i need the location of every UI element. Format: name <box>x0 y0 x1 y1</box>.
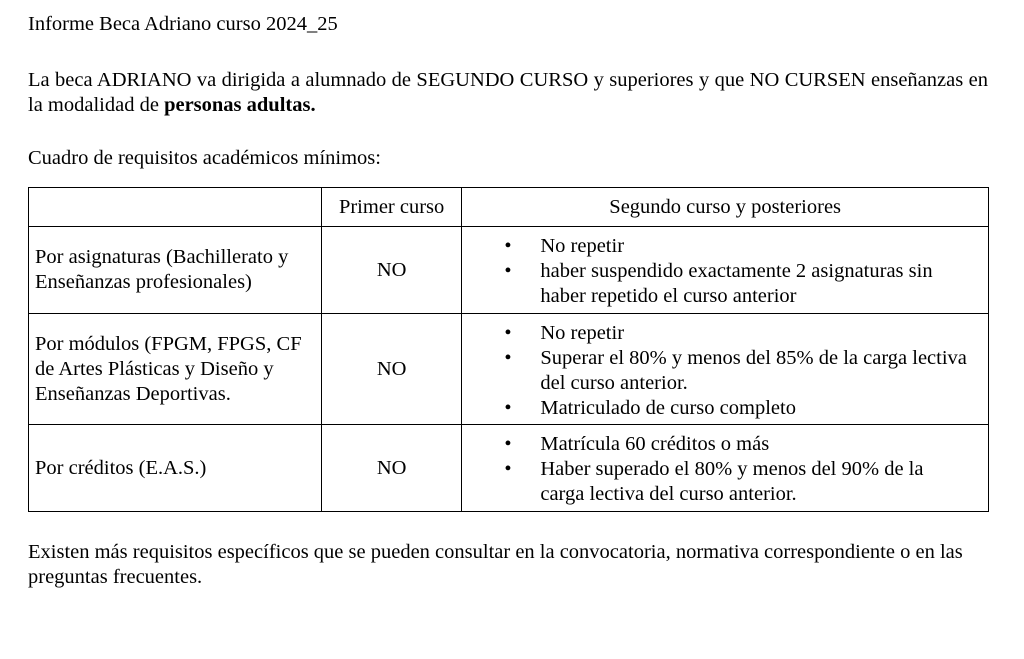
bullet-icon: • <box>504 260 512 282</box>
segundo-curso-requirements <box>462 425 989 512</box>
table-row <box>29 314 989 425</box>
list-item <box>462 346 968 396</box>
list-item <box>462 321 968 346</box>
segundo-curso-requirements <box>462 227 989 314</box>
requirement-list <box>462 315 988 424</box>
list-item <box>462 259 968 309</box>
bullet-icon: • <box>504 346 512 369</box>
bullet-icon: • <box>504 321 512 344</box>
primer-curso-value: NO <box>321 425 461 512</box>
table-row <box>29 227 989 314</box>
primer-curso-value: NO <box>321 314 461 425</box>
intro-bold-text: personas adultas. <box>164 94 316 116</box>
header-segundo-curso: Segundo curso y posteriores <box>462 188 989 227</box>
primer-curso-value: NO <box>321 227 461 314</box>
bullet-icon: • <box>504 433 512 455</box>
bullet-icon: • <box>504 396 512 419</box>
requirement-text: haber suspendido exactamente 2 asignaturas sin haber repetido el curso anterior <box>540 260 933 307</box>
header-primer-curso: Primer curso <box>321 188 461 227</box>
requirement-list <box>462 426 988 510</box>
requirement-list <box>462 228 988 312</box>
document-title: Informe Beca Adriano curso 2024_25 <box>28 13 338 35</box>
requirement-text: Haber superado el 80% y menos del 90% de la carga lectiva del curso anterior. <box>540 458 924 505</box>
list-item <box>462 234 968 259</box>
requirement-text: Matrícula 60 créditos o más <box>540 433 770 455</box>
requirement-text: Superar el 80% y menos del 85% de la carga lectiva del curso anterior. <box>540 346 967 394</box>
list-item <box>462 396 968 421</box>
requirement-text: No repetir <box>540 321 625 344</box>
segundo-curso-requirements <box>462 314 989 425</box>
closing-paragraph: Existen más requisitos específicos que se pueden consultar en la convocatoria, normativa correspondiente o en las preguntas frecuentes. <box>28 541 963 588</box>
table-header-row <box>29 188 989 227</box>
bullet-icon: • <box>504 235 512 257</box>
table-row <box>29 425 989 512</box>
intro-paragraph <box>28 68 988 118</box>
list-item <box>462 457 968 507</box>
bullet-icon: • <box>504 458 512 480</box>
list-item <box>462 432 968 457</box>
requirements-table <box>28 187 989 512</box>
requirement-text: No repetir <box>540 235 625 257</box>
row-label: Por asignaturas (Bachillerato y Enseñanzas profesionales) <box>29 227 322 314</box>
row-label: Por créditos (E.A.S.) <box>29 425 322 512</box>
header-empty <box>29 188 322 227</box>
intro-text: La beca ADRIANO va dirigida a alumnado de SEGUNDO CURSO y superiores y que NO CURSEN enseñanzas en la modalidad de <box>28 69 988 116</box>
document-page <box>28 12 988 590</box>
table-caption: Cuadro de requisitos académicos mínimos: <box>28 147 381 169</box>
requirement-text: Matriculado de curso completo <box>540 396 796 419</box>
row-label: Por módulos (FPGM, FPGS, CF de Artes Plásticas y Diseño y Enseñanzas Deportivas. <box>29 314 322 425</box>
